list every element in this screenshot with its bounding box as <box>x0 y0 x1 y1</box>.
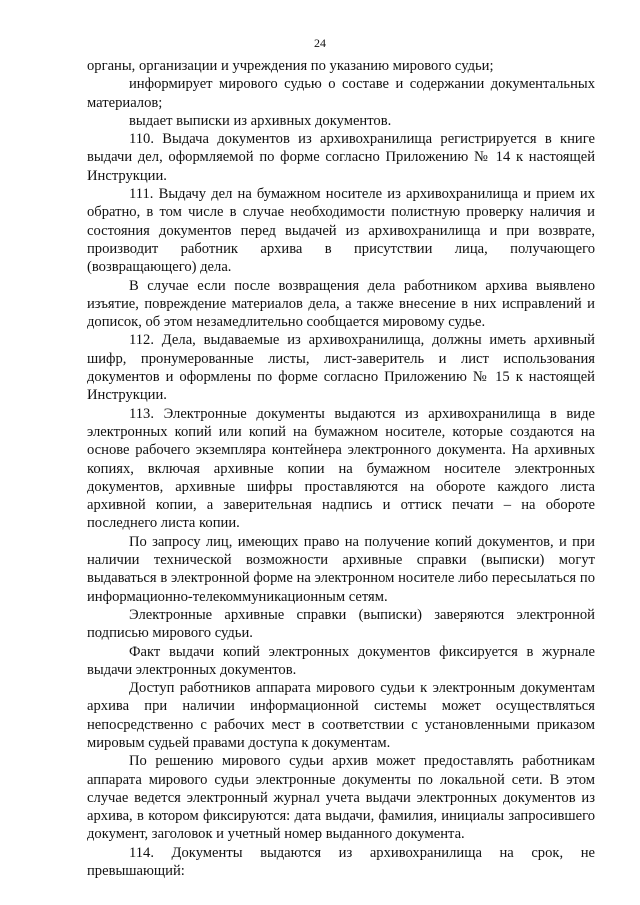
paragraph-113-access: Доступ работников аппарата мирового судьи к электронным документам архива при наличии информационной системы может осуществляться непосредственно с рабочих мест в соответствии с установленными приказом мировым судьей правами доступа к документам. <box>87 680 595 751</box>
paragraph-111: 111. Выдачу дел на бумажном носителе из архивохранилища и прием их обратно, в том числе в случае необходимости полистную проверку наличия и состояния документов перед выдачей из архивохранилища и при возврате, производит работник архива в присутствии лица, получающего (возвращающего) дела. <box>87 186 595 276</box>
paragraph-111-damage: В случае если после возвращения дела работником архива выявлено изъятие, повреждение материалов дела, а также внесение в них исправлений и дописок, об этом незамедлительно сообщается мировому судье. <box>87 277 595 331</box>
paragraph-110: 110. Выдача документов из архивохранилища регистрируется в книге выдачи дел, оформляемой по форме согласно Приложению № 14 к настоящей Инструкции. <box>87 131 595 184</box>
paragraph-113-requests: По запросу лиц, имеющих право на получение копий документов, и при наличии технической возможности архивные справки (выписки) могут выдаваться в электронной форме на электронном носителе либо пересылаться по информационно-телекоммуникационным сетям. <box>87 533 595 605</box>
paragraph-113-signature: Электронные архивные справки (выписки) заверяются электронной подписью мирового судьи. <box>87 606 595 642</box>
paragraph-inform-judge: информирует мирового судью о составе и содержании документальных материалов; <box>87 76 595 111</box>
paragraph-113-local-network: По решению мирового судьи архив может предоставлять работникам аппарата мирового судьи электронные документы по локальной сети. В этом случае ведется электронный журнал учета выдачи электронных документов из архива, в котором фиксируются: дата выдачи, фамилия, инициалы запросившего документ, заголовок и учетный номер выданного документа. <box>87 753 595 843</box>
paragraph-113: 113. Электронные документы выдаются из архивохранилища в виде электронных копий или копий на бумажном носителе, которые создаются на основе рабочего экземпляра контейнера электронного документа. На архивных копиях, включая архивные копии на бумажном носителе электронных документов, архивные шифры проставляются на обороте каждого листа архивной копии, а заверительная надпись и оттиск печати – на обороте последнего листа копии. <box>87 405 595 532</box>
paragraph-issue-extracts: выдает выписки из архивных документов. <box>129 112 392 129</box>
paragraph-114: 114. Документы выдаются из архивохранилища на срок, не превышающий: <box>87 844 595 880</box>
page-number: 24 <box>314 36 326 50</box>
paragraph-continuation: органы, организации и учреждения по указанию мирового судьи; <box>87 58 494 74</box>
document-body <box>87 57 595 880</box>
paragraph-113-journal: Факт выдачи копий электронных документов фиксируется в журнале выдачи электронных документов. <box>87 643 595 678</box>
paragraph-112: 112. Дела, выдаваемые из архивохранилища, должны иметь архивный шифр, пронумерованные листы, лист-заверитель и лист использования документов и оформлены по форме согласно Приложению № 15 к настоящей Инструкции. <box>87 332 595 404</box>
